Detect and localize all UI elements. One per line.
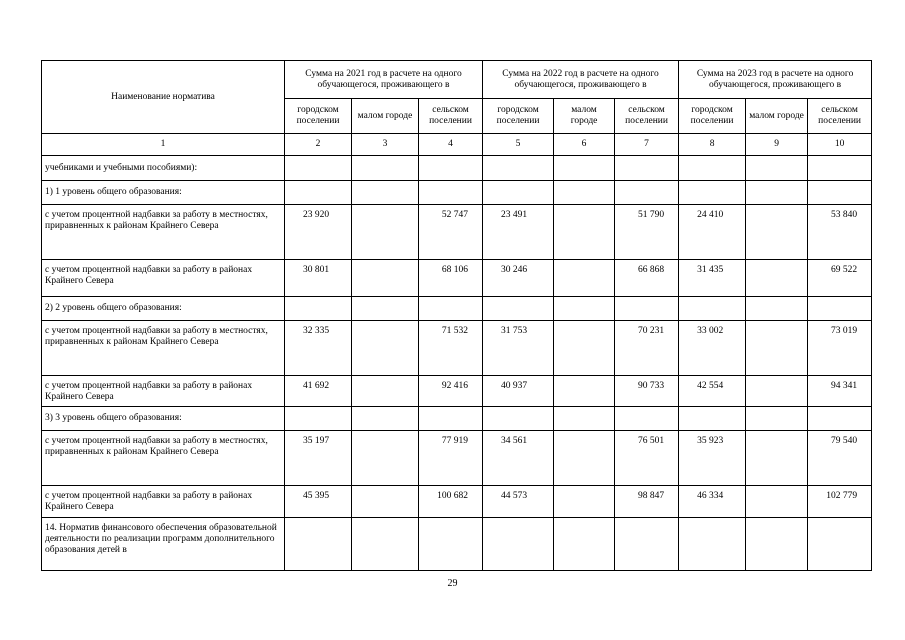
value-cell: 30 801	[285, 260, 352, 297]
col-number: 9	[746, 134, 808, 156]
value-cell: 35 923	[679, 431, 746, 486]
value-cell	[285, 407, 352, 431]
value-cell	[352, 205, 419, 260]
header-rural-2022: сельском поселении	[615, 99, 679, 134]
value-cell: 92 416	[419, 376, 483, 407]
header-urban-2023: городском поселении	[679, 99, 746, 134]
value-cell	[746, 407, 808, 431]
row-name-cell: учебниками и учебными пособиями):	[42, 156, 285, 181]
value-cell	[554, 260, 615, 297]
table-row	[42, 518, 872, 571]
value-cell	[483, 181, 554, 205]
table-row	[42, 260, 872, 297]
value-cell	[746, 376, 808, 407]
page-number: 29	[447, 578, 458, 589]
value-cell	[746, 486, 808, 518]
value-cell	[554, 156, 615, 181]
header-urban-2021: городском поселении	[285, 99, 352, 134]
value-cell: 40 937	[483, 376, 554, 407]
col-number: 6	[554, 134, 615, 156]
value-cell	[679, 297, 746, 321]
row-name-cell: с учетом процентной надбавки за работу в местностях, приравненных к районам Крайнего Севера	[42, 431, 285, 486]
row-name-cell: 2) 2 уровень общего образования:	[42, 297, 285, 321]
value-cell: 33 002	[679, 321, 746, 376]
header-town-2022: малом городе	[554, 99, 615, 134]
row-name-cell: 3) 3 уровень общего образования:	[42, 407, 285, 431]
value-cell	[615, 181, 679, 205]
row-name-cell: 14. Норматив финансового обеспечения образовательной деятельности по реализации программ дополнительного образования детей в	[42, 518, 285, 571]
row-name-cell: с учетом процентной надбавки за работу в районах Крайнего Севера	[42, 376, 285, 407]
value-cell	[554, 205, 615, 260]
header-urban-2022: городском поселении	[483, 99, 554, 134]
row-name-cell: с учетом процентной надбавки за работу в местностях, приравненных к районам Крайнего Севера	[42, 205, 285, 260]
col-number: 2	[285, 134, 352, 156]
value-cell	[554, 486, 615, 518]
value-cell	[679, 181, 746, 205]
value-cell: 30 246	[483, 260, 554, 297]
value-cell	[746, 431, 808, 486]
value-cell	[419, 156, 483, 181]
value-cell: 98 847	[615, 486, 679, 518]
value-cell	[285, 156, 352, 181]
header-year-2021: Сумма на 2021 год в расчете на одного обучающегося, проживающего в	[285, 61, 483, 99]
value-cell	[554, 376, 615, 407]
value-cell: 35 197	[285, 431, 352, 486]
value-cell	[554, 431, 615, 486]
row-name-cell: с учетом процентной надбавки за работу в районах Крайнего Севера	[42, 260, 285, 297]
value-cell	[746, 297, 808, 321]
value-cell	[615, 297, 679, 321]
normative-table	[41, 60, 872, 571]
value-cell: 52 747	[419, 205, 483, 260]
value-cell	[483, 407, 554, 431]
value-cell: 31 753	[483, 321, 554, 376]
value-cell	[808, 407, 872, 431]
value-cell: 94 341	[808, 376, 872, 407]
value-cell: 73 019	[808, 321, 872, 376]
table-row	[42, 376, 872, 407]
column-number-row	[42, 134, 872, 156]
value-cell	[554, 407, 615, 431]
value-cell	[554, 518, 615, 571]
table-row	[42, 486, 872, 518]
header-town-2021: малом городе	[352, 99, 419, 134]
value-cell: 66 868	[615, 260, 679, 297]
value-cell	[746, 260, 808, 297]
value-cell: 42 554	[679, 376, 746, 407]
value-cell	[419, 297, 483, 321]
value-cell	[352, 181, 419, 205]
value-cell: 79 540	[808, 431, 872, 486]
value-cell	[746, 518, 808, 571]
value-cell	[746, 156, 808, 181]
value-cell	[483, 297, 554, 321]
value-cell: 100 682	[419, 486, 483, 518]
table-row	[42, 156, 872, 181]
value-cell: 69 522	[808, 260, 872, 297]
value-cell: 24 410	[679, 205, 746, 260]
col-number: 4	[419, 134, 483, 156]
value-cell: 31 435	[679, 260, 746, 297]
value-cell	[352, 260, 419, 297]
value-cell	[352, 486, 419, 518]
value-cell	[352, 321, 419, 376]
table-row	[42, 407, 872, 431]
value-cell	[679, 518, 746, 571]
value-cell	[808, 518, 872, 571]
col-number: 8	[679, 134, 746, 156]
header-rural-2021: сельском поселении	[419, 99, 483, 134]
value-cell: 32 335	[285, 321, 352, 376]
value-cell	[615, 518, 679, 571]
value-cell: 90 733	[615, 376, 679, 407]
value-cell: 53 840	[808, 205, 872, 260]
value-cell	[352, 156, 419, 181]
value-cell	[554, 321, 615, 376]
value-cell	[554, 297, 615, 321]
col-number: 3	[352, 134, 419, 156]
value-cell	[483, 518, 554, 571]
table-row	[42, 321, 872, 376]
row-name-cell: 1) 1 уровень общего образования:	[42, 181, 285, 205]
header-year-2023: Сумма на 2023 год в расчете на одного обучающегося, проживающего в	[679, 61, 872, 99]
value-cell	[808, 156, 872, 181]
value-cell	[419, 518, 483, 571]
value-cell: 76 501	[615, 431, 679, 486]
table-row	[42, 181, 872, 205]
col-number: 7	[615, 134, 679, 156]
table-row	[42, 297, 872, 321]
value-cell	[615, 156, 679, 181]
value-cell: 41 692	[285, 376, 352, 407]
value-cell	[808, 181, 872, 205]
header-town-2023: малом городе	[746, 99, 808, 134]
value-cell	[419, 407, 483, 431]
value-cell: 70 231	[615, 321, 679, 376]
value-cell	[352, 518, 419, 571]
value-cell	[285, 518, 352, 571]
value-cell: 34 561	[483, 431, 554, 486]
value-cell	[352, 407, 419, 431]
value-cell	[419, 181, 483, 205]
col-number: 10	[808, 134, 872, 156]
header-name-cell: Наименование норматива	[42, 61, 285, 134]
header-rural-2023: сельском поселении	[808, 99, 872, 134]
value-cell	[352, 431, 419, 486]
value-cell: 51 790	[615, 205, 679, 260]
value-cell: 45 395	[285, 486, 352, 518]
table-row	[42, 431, 872, 486]
value-cell	[285, 181, 352, 205]
value-cell: 23 920	[285, 205, 352, 260]
value-cell: 77 919	[419, 431, 483, 486]
row-name-cell: с учетом процентной надбавки за работу в местностях, приравненных к районам Крайнего Севера	[42, 321, 285, 376]
header-row-years	[42, 61, 872, 99]
value-cell	[352, 376, 419, 407]
value-cell	[615, 407, 679, 431]
table-body	[42, 61, 872, 571]
value-cell	[679, 156, 746, 181]
col-number: 5	[483, 134, 554, 156]
value-cell: 44 573	[483, 486, 554, 518]
value-cell	[554, 181, 615, 205]
value-cell: 102 779	[808, 486, 872, 518]
row-name-cell: с учетом процентной надбавки за работу в районах Крайнего Севера	[42, 486, 285, 518]
value-cell	[285, 297, 352, 321]
value-cell	[746, 321, 808, 376]
table-row	[42, 205, 872, 260]
value-cell	[483, 156, 554, 181]
value-cell	[352, 297, 419, 321]
header-year-2022: Сумма на 2022 год в расчете на одного обучающегося, проживающего в	[483, 61, 679, 99]
value-cell	[746, 205, 808, 260]
value-cell: 71 532	[419, 321, 483, 376]
value-cell: 46 334	[679, 486, 746, 518]
value-cell	[746, 181, 808, 205]
value-cell	[808, 297, 872, 321]
value-cell	[679, 407, 746, 431]
value-cell: 68 106	[419, 260, 483, 297]
col-number: 1	[42, 134, 285, 156]
value-cell: 23 491	[483, 205, 554, 260]
